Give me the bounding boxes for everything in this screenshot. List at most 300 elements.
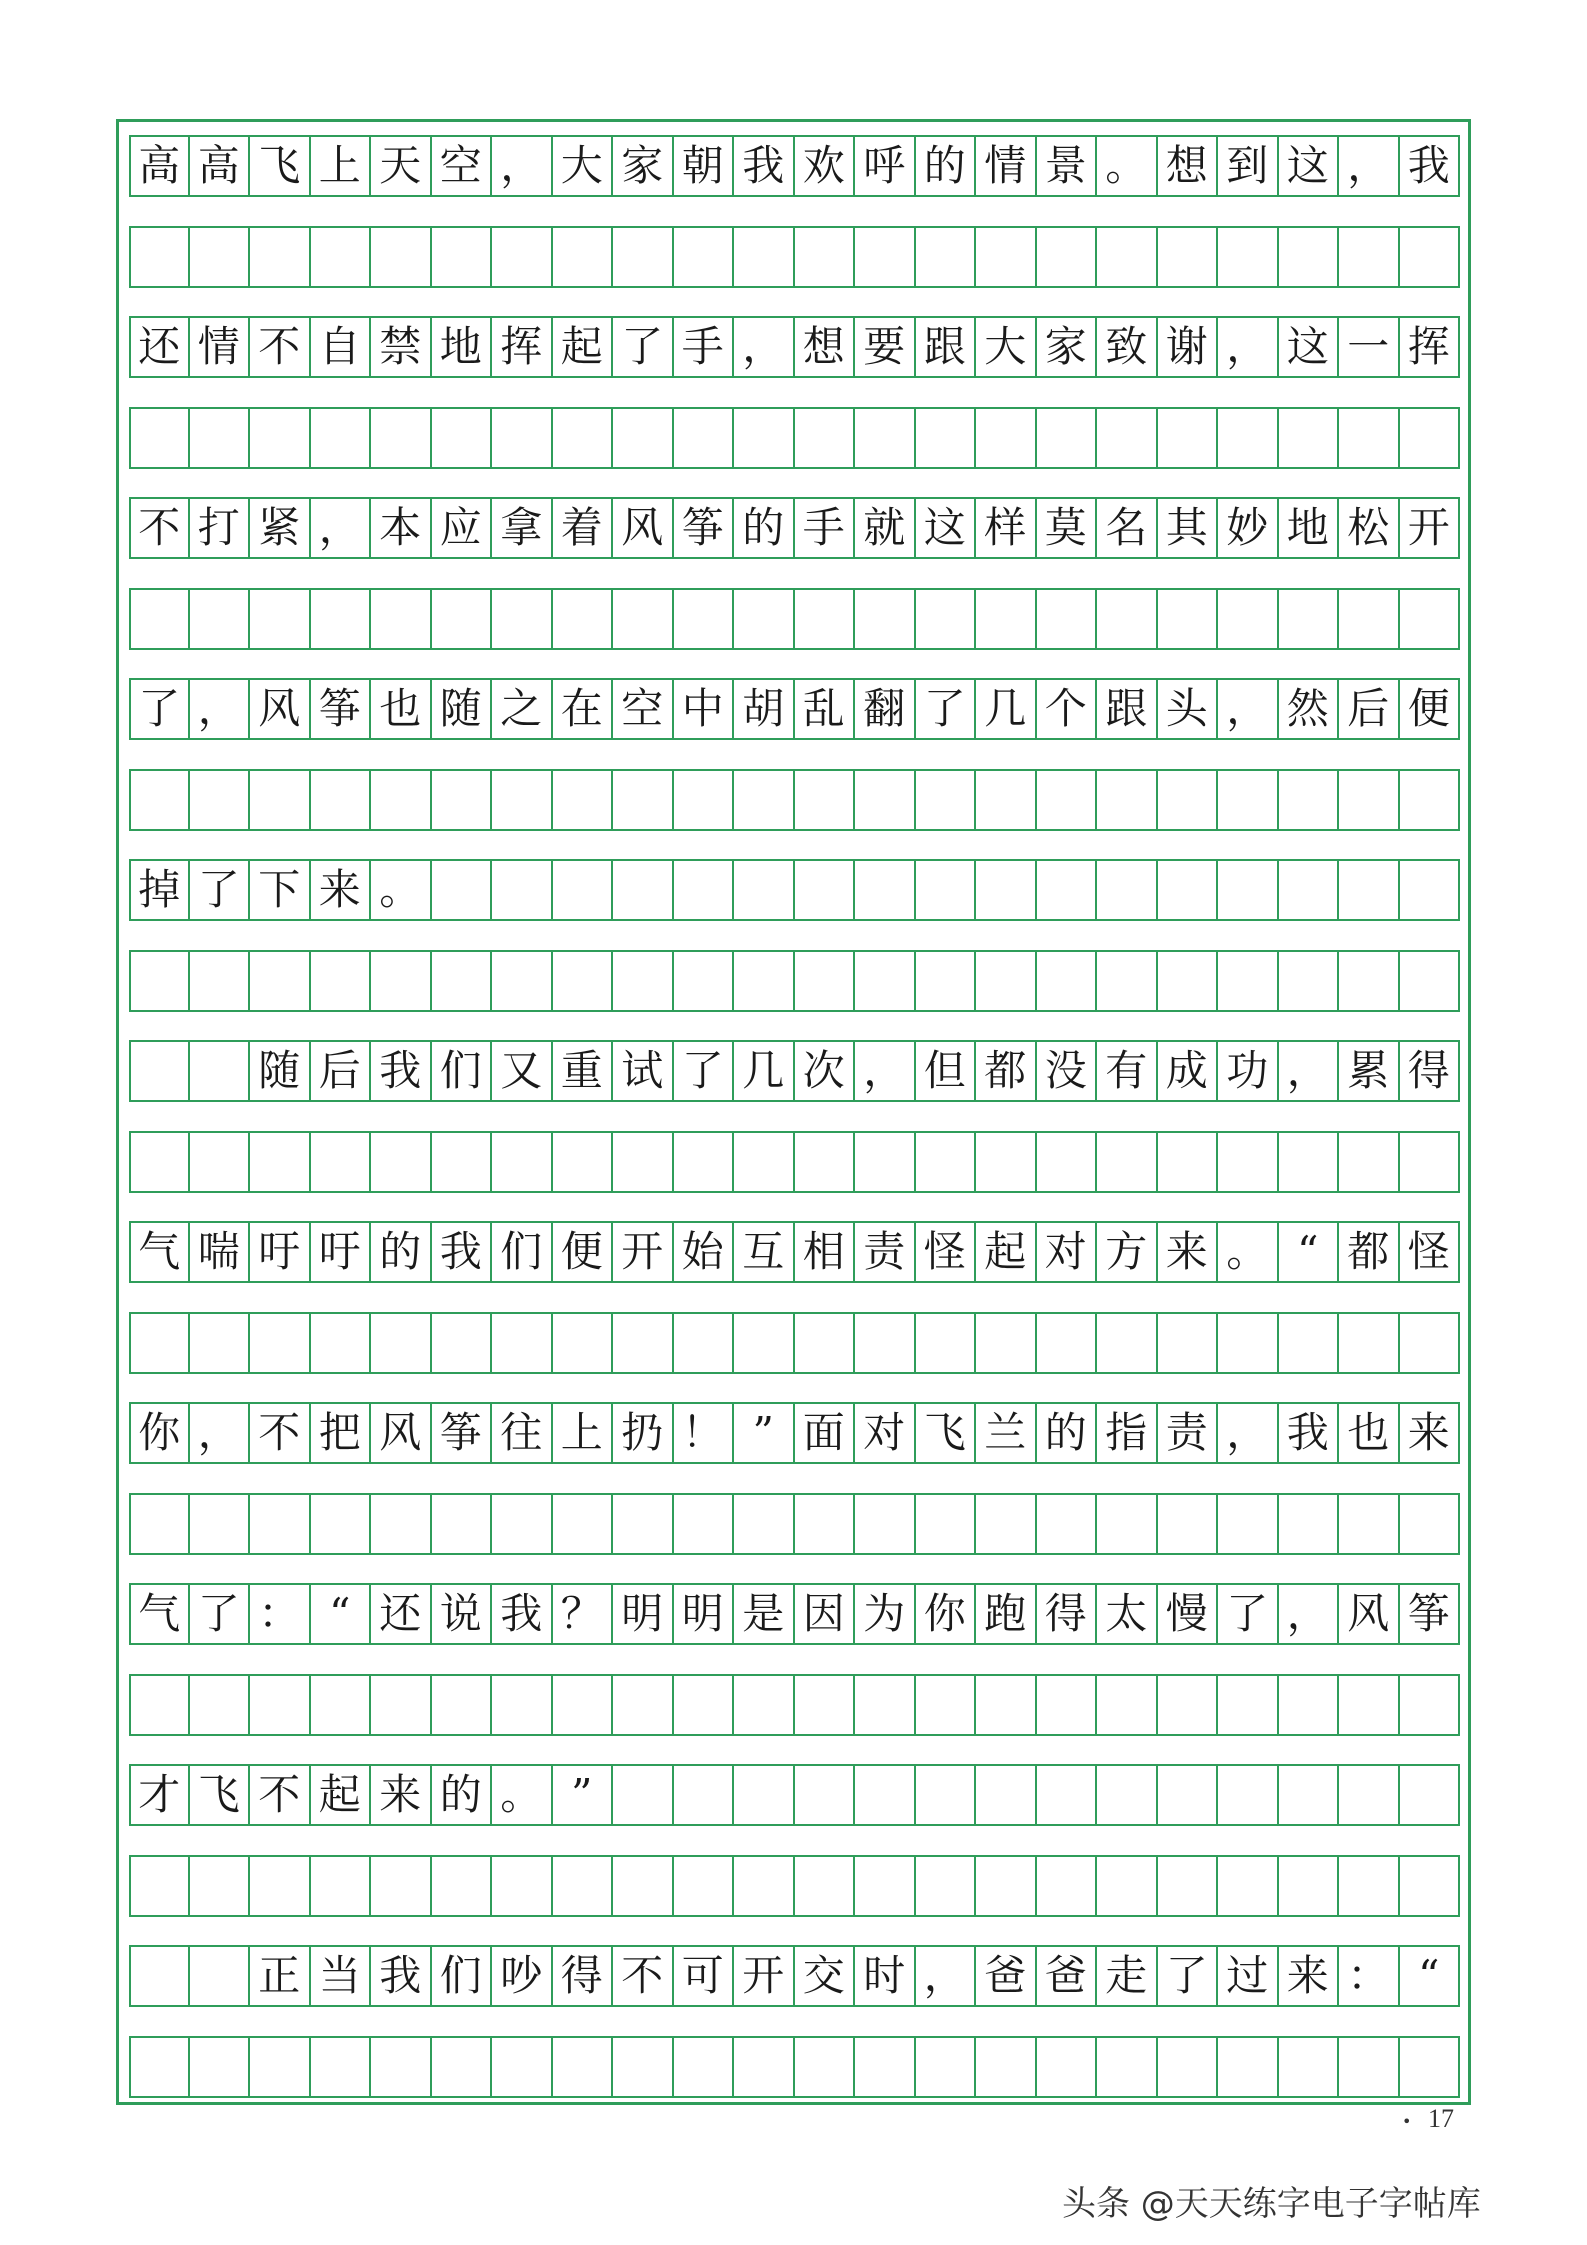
grid-cell	[795, 1764, 856, 1826]
grid-cell	[674, 769, 735, 831]
grid-cell: 便	[553, 1221, 614, 1283]
grid-cell	[311, 226, 372, 288]
grid-cell: 莫	[1037, 497, 1098, 559]
grid-cell	[734, 1764, 795, 1826]
practice-row	[129, 1855, 1461, 1917]
grid-cell	[795, 950, 856, 1012]
grid-cell	[734, 2036, 795, 2098]
grid-cell	[432, 1131, 493, 1193]
grid-cell	[734, 1493, 795, 1555]
grid-cell	[553, 1131, 614, 1193]
grid-cell	[1279, 407, 1340, 469]
grid-cell	[1400, 588, 1461, 650]
grid-cell: 胡	[734, 678, 795, 740]
grid-cell: ：	[1339, 1945, 1400, 2007]
grid-cell	[795, 2036, 856, 2098]
practice-row	[129, 2036, 1461, 2098]
grid-cell	[916, 950, 977, 1012]
grid-cell: 成	[1158, 1040, 1219, 1102]
grid-cell: 。	[1097, 135, 1158, 197]
practice-row	[129, 588, 1461, 650]
grid-cell	[1037, 407, 1098, 469]
grid-cell: 时	[855, 1945, 916, 2007]
grid-cell	[1037, 1312, 1098, 1374]
grid-cell	[311, 950, 372, 1012]
grid-cell: 得	[553, 1945, 614, 2007]
grid-cell	[795, 1674, 856, 1736]
grid-cell	[976, 950, 1037, 1012]
grid-cell: 飞	[250, 135, 311, 197]
grid-cell: 后	[311, 1040, 372, 1102]
grid-cell: 方	[1097, 1221, 1158, 1283]
grid-cell	[1339, 1764, 1400, 1826]
grid-cell	[492, 407, 553, 469]
grid-cell	[1400, 226, 1461, 288]
grid-cell	[311, 407, 372, 469]
grid-cell: 筝	[674, 497, 735, 559]
grid-cell: 还	[129, 316, 190, 378]
grid-cell	[492, 226, 553, 288]
grid-cell	[1400, 769, 1461, 831]
grid-cell: 天	[371, 135, 432, 197]
grid-cell	[1339, 950, 1400, 1012]
grid-cell: 地	[432, 316, 493, 378]
grid-cell: 我	[1400, 135, 1461, 197]
grid-cell	[976, 1131, 1037, 1193]
grid-cell	[855, 859, 916, 921]
grid-cell: 慢	[1158, 1583, 1219, 1645]
grid-cell	[1158, 2036, 1219, 2098]
grid-cell	[371, 1131, 432, 1193]
grid-cell: 风	[371, 1402, 432, 1464]
grid-cell	[855, 1764, 916, 1826]
grid-cell: 得	[1037, 1583, 1098, 1645]
grid-cell	[613, 1855, 674, 1917]
grid-cell	[916, 407, 977, 469]
grid-cell	[492, 1855, 553, 1917]
grid-cell: ，	[916, 1945, 977, 2007]
grid-cell: 上	[311, 135, 372, 197]
grid-cell	[1097, 950, 1158, 1012]
grid-cell: 了	[1218, 1583, 1279, 1645]
grid-cell	[492, 1131, 553, 1193]
grid-cell	[1400, 1764, 1461, 1826]
grid-cell: 了	[129, 678, 190, 740]
grid-cell	[311, 1855, 372, 1917]
page-number: 17	[1428, 2104, 1454, 2133]
grid-cell: 来	[1400, 1402, 1461, 1464]
grid-cell: ：	[250, 1583, 311, 1645]
grid-cell	[190, 1131, 251, 1193]
grid-cell	[674, 1312, 735, 1374]
grid-cell	[432, 859, 493, 921]
grid-cell	[1279, 769, 1340, 831]
grid-cell: 我	[371, 1945, 432, 2007]
grid-cell	[432, 1493, 493, 1555]
grid-cell: 手	[795, 497, 856, 559]
grid-cell: 大	[976, 316, 1037, 378]
grid-cell	[129, 1040, 190, 1102]
grid-cell	[1400, 1674, 1461, 1736]
grid-cell	[795, 407, 856, 469]
grid-cell: 这	[1279, 135, 1340, 197]
grid-cell: 手	[674, 316, 735, 378]
grid-cell: 有	[1097, 1040, 1158, 1102]
grid-cell	[734, 1674, 795, 1736]
grid-cell: 风	[250, 678, 311, 740]
grid-cell	[1097, 1131, 1158, 1193]
grid-cell	[1037, 1131, 1098, 1193]
grid-cell: 我	[492, 1583, 553, 1645]
grid-cell	[553, 1493, 614, 1555]
grid-cell: 又	[492, 1040, 553, 1102]
grid-cell: 怪	[916, 1221, 977, 1283]
practice-row	[129, 769, 1461, 831]
grid-cell	[1279, 1764, 1340, 1826]
grid-cell	[432, 769, 493, 831]
grid-cell	[916, 1493, 977, 1555]
grid-cell: 几	[976, 678, 1037, 740]
grid-cell: 飞	[916, 1402, 977, 1464]
grid-cell	[129, 769, 190, 831]
grid-cell	[1218, 1674, 1279, 1736]
grid-cell: 不	[250, 316, 311, 378]
grid-cell: 情	[976, 135, 1037, 197]
grid-cell	[674, 1131, 735, 1193]
grid-cell	[129, 1855, 190, 1917]
grid-cell: 。	[371, 859, 432, 921]
grid-cell: 开	[734, 1945, 795, 2007]
grid-cell	[855, 950, 916, 1012]
grid-cell	[613, 407, 674, 469]
practice-row	[129, 1493, 1461, 1555]
grid-cell	[1279, 1312, 1340, 1374]
grid-cell: 。	[492, 1764, 553, 1826]
grid-cell: 我	[734, 135, 795, 197]
grid-cell	[1097, 1674, 1158, 1736]
grid-cell	[190, 1674, 251, 1736]
grid-cell: 我	[1279, 1402, 1340, 1464]
grid-cell	[129, 588, 190, 650]
grid-cell: 紧	[250, 497, 311, 559]
grid-cell	[734, 226, 795, 288]
grid-cell: 高	[190, 135, 251, 197]
grid-cell	[1218, 950, 1279, 1012]
grid-cell	[1279, 950, 1340, 1012]
grid-cell	[1097, 407, 1158, 469]
grid-cell	[492, 1312, 553, 1374]
grid-cell	[976, 2036, 1037, 2098]
grid-cell	[492, 950, 553, 1012]
grid-cell: 们	[432, 1040, 493, 1102]
grid-cell	[613, 1764, 674, 1826]
grid-cell	[734, 1855, 795, 1917]
grid-cell: 爸	[1037, 1945, 1098, 2007]
grid-cell	[492, 1674, 553, 1736]
grid-cell	[916, 769, 977, 831]
grid-cell	[1339, 859, 1400, 921]
grid-cell	[432, 226, 493, 288]
grid-cell	[492, 588, 553, 650]
grid-cell	[613, 1493, 674, 1555]
grid-cell	[553, 1312, 614, 1374]
practice-row	[129, 407, 1461, 469]
grid-cell	[1218, 859, 1279, 921]
grid-cell: “	[311, 1583, 372, 1645]
grid-cell	[916, 1131, 977, 1193]
grid-cell	[553, 1674, 614, 1736]
grid-cell	[795, 588, 856, 650]
grid-cell	[250, 950, 311, 1012]
text-row	[129, 678, 1461, 740]
grid-cell	[371, 2036, 432, 2098]
grid-cell: 正	[250, 1945, 311, 2007]
grid-cell	[1339, 1855, 1400, 1917]
grid-cell	[613, 859, 674, 921]
grid-cell	[613, 1131, 674, 1193]
grid-cell	[371, 1312, 432, 1374]
grid-cell: 不	[250, 1764, 311, 1826]
grid-cell: 太	[1097, 1583, 1158, 1645]
grid-cell	[129, 226, 190, 288]
grid-cell	[311, 1493, 372, 1555]
practice-row	[129, 1674, 1461, 1736]
grid-cell	[734, 588, 795, 650]
grid-cell	[1279, 226, 1340, 288]
grid-cell: 次	[795, 1040, 856, 1102]
grid-cell: 开	[1400, 497, 1461, 559]
grid-cell	[1158, 1855, 1219, 1917]
grid-cell	[1158, 1764, 1219, 1826]
grid-cell: 吁	[311, 1221, 372, 1283]
grid-cell	[1400, 859, 1461, 921]
grid-cell: 不	[250, 1402, 311, 1464]
grid-cell	[553, 769, 614, 831]
grid-cell	[795, 769, 856, 831]
grid-cell	[613, 950, 674, 1012]
grid-cell	[916, 226, 977, 288]
grid-cell	[1339, 1493, 1400, 1555]
grid-cell	[432, 1855, 493, 1917]
grid-cell	[190, 1312, 251, 1374]
grid-cell	[250, 588, 311, 650]
grid-cell	[976, 859, 1037, 921]
grid-cell	[855, 1312, 916, 1374]
grid-cell: 情	[190, 316, 251, 378]
grid-cell	[613, 588, 674, 650]
grid-cell	[674, 407, 735, 469]
grid-cell	[795, 226, 856, 288]
practice-row	[129, 1131, 1461, 1193]
grid-cell: 朝	[674, 135, 735, 197]
grid-cell	[1279, 859, 1340, 921]
grid-cell: 重	[553, 1040, 614, 1102]
grid-cell: 不	[129, 497, 190, 559]
grid-cell	[916, 859, 977, 921]
grid-cell	[916, 1312, 977, 1374]
grid-cell	[674, 1764, 735, 1826]
grid-cell	[855, 588, 916, 650]
grid-cell: ，	[190, 1402, 251, 1464]
grid-cell	[855, 2036, 916, 2098]
grid-cell	[855, 1674, 916, 1736]
grid-cell: 喘	[190, 1221, 251, 1283]
grid-cell	[734, 1131, 795, 1193]
grid-cell: 了	[674, 1040, 735, 1102]
grid-cell: 家	[1037, 316, 1098, 378]
grid-cell	[1218, 1131, 1279, 1193]
grid-cell: 致	[1097, 316, 1158, 378]
grid-cell	[129, 2036, 190, 2098]
grid-cell	[311, 1131, 372, 1193]
grid-cell	[371, 1674, 432, 1736]
grid-cell: 才	[129, 1764, 190, 1826]
grid-cell	[1339, 769, 1400, 831]
grid-cell: 随	[432, 678, 493, 740]
grid-cell	[553, 2036, 614, 2098]
grid-cell	[916, 1674, 977, 1736]
grid-cell	[1400, 1131, 1461, 1193]
grid-cell	[1279, 1674, 1340, 1736]
grid-cell	[1097, 226, 1158, 288]
grid-cell	[976, 588, 1037, 650]
grid-cell: 自	[311, 316, 372, 378]
grid-cell: 来	[1279, 1945, 1340, 2007]
grid-cell: 之	[492, 678, 553, 740]
text-row	[129, 1945, 1461, 2007]
grid-cell: 还	[371, 1583, 432, 1645]
grid-cell	[1218, 1855, 1279, 1917]
grid-cell: 我	[432, 1221, 493, 1283]
grid-cell	[1400, 1312, 1461, 1374]
grid-cell: 当	[311, 1945, 372, 2007]
grid-cell: 高	[129, 135, 190, 197]
grid-cell	[795, 859, 856, 921]
text-row	[129, 1040, 1461, 1102]
grid-cell: 气	[129, 1221, 190, 1283]
grid-cell	[1037, 859, 1098, 921]
grid-cell	[1218, 1312, 1279, 1374]
grid-cell	[371, 1855, 432, 1917]
grid-cell	[795, 1131, 856, 1193]
grid-cell	[492, 1493, 553, 1555]
grid-cell	[976, 1855, 1037, 1917]
grid-cell	[190, 1493, 251, 1555]
grid-cell	[613, 226, 674, 288]
watermark-text: 头条 @天天练字电子字帖库	[1062, 2184, 1481, 2224]
grid-cell	[492, 2036, 553, 2098]
grid-cell	[432, 1312, 493, 1374]
grid-cell	[734, 950, 795, 1012]
grid-cell	[553, 407, 614, 469]
grid-cell: 本	[371, 497, 432, 559]
grid-cell	[916, 1855, 977, 1917]
grid-cell	[1218, 1764, 1279, 1826]
grid-cell	[916, 588, 977, 650]
grid-cell: 起	[311, 1764, 372, 1826]
grid-cell	[674, 588, 735, 650]
grid-cell: 走	[1097, 1945, 1158, 2007]
grid-cell: 飞	[190, 1764, 251, 1826]
grid-cell	[613, 1312, 674, 1374]
grid-cell: 筝	[1400, 1583, 1461, 1645]
grid-cell	[674, 2036, 735, 2098]
grid-cell	[553, 859, 614, 921]
grid-cell	[129, 1131, 190, 1193]
grid-cell	[1400, 407, 1461, 469]
grid-cell: 累	[1339, 1040, 1400, 1102]
grid-cell: 对	[1037, 1221, 1098, 1283]
grid-cell: 要	[855, 316, 916, 378]
grid-cell: ”	[553, 1764, 614, 1826]
grid-cell	[371, 226, 432, 288]
grid-cell	[1158, 226, 1219, 288]
grid-cell: 来	[371, 1764, 432, 1826]
grid-cell	[1097, 769, 1158, 831]
grid-cell	[734, 769, 795, 831]
grid-cell	[492, 769, 553, 831]
grid-cell	[1097, 1493, 1158, 1555]
grid-cell	[1339, 226, 1400, 288]
grid-cell: 对	[855, 1402, 916, 1464]
grid-cell	[674, 226, 735, 288]
grid-cell: 着	[553, 497, 614, 559]
grid-cell	[371, 769, 432, 831]
grid-cell	[674, 950, 735, 1012]
grid-cell	[492, 859, 553, 921]
grid-cell	[250, 1312, 311, 1374]
grid-cell: ，	[311, 497, 372, 559]
text-row	[129, 1221, 1461, 1283]
grid-cell	[976, 407, 1037, 469]
grid-cell: 明	[674, 1583, 735, 1645]
grid-cell	[129, 1945, 190, 2007]
grid-cell	[432, 588, 493, 650]
grid-cell: 你	[129, 1402, 190, 1464]
grid-cell	[1218, 1493, 1279, 1555]
grid-cell: 来	[1158, 1221, 1219, 1283]
grid-cell	[129, 1312, 190, 1374]
grid-cell	[371, 1493, 432, 1555]
grid-cell	[1218, 226, 1279, 288]
grid-cell: 乱	[795, 678, 856, 740]
grid-cell: 这	[1279, 316, 1340, 378]
grid-cell	[1339, 407, 1400, 469]
grid-cell	[1037, 769, 1098, 831]
grid-cell: 因	[795, 1583, 856, 1645]
grid-cell	[1339, 1674, 1400, 1736]
writing-grid-sheet	[116, 119, 1471, 2105]
page-number-dot: •	[1402, 2112, 1412, 2131]
grid-cell	[1037, 1493, 1098, 1555]
grid-cell: 没	[1037, 1040, 1098, 1102]
practice-row	[129, 226, 1461, 288]
grid-cell	[1218, 588, 1279, 650]
grid-cell: 我	[371, 1040, 432, 1102]
grid-cell	[250, 1493, 311, 1555]
grid-cell: ，	[1218, 316, 1279, 378]
grid-cell	[855, 1493, 916, 1555]
grid-cell: 了	[916, 678, 977, 740]
grid-cell	[855, 769, 916, 831]
grid-cell: 得	[1400, 1040, 1461, 1102]
grid-cell	[1037, 226, 1098, 288]
grid-cell	[250, 2036, 311, 2098]
grid-cell	[250, 1131, 311, 1193]
grid-cell: 是	[734, 1583, 795, 1645]
grid-cell	[976, 226, 1037, 288]
grid-cell	[1339, 2036, 1400, 2098]
